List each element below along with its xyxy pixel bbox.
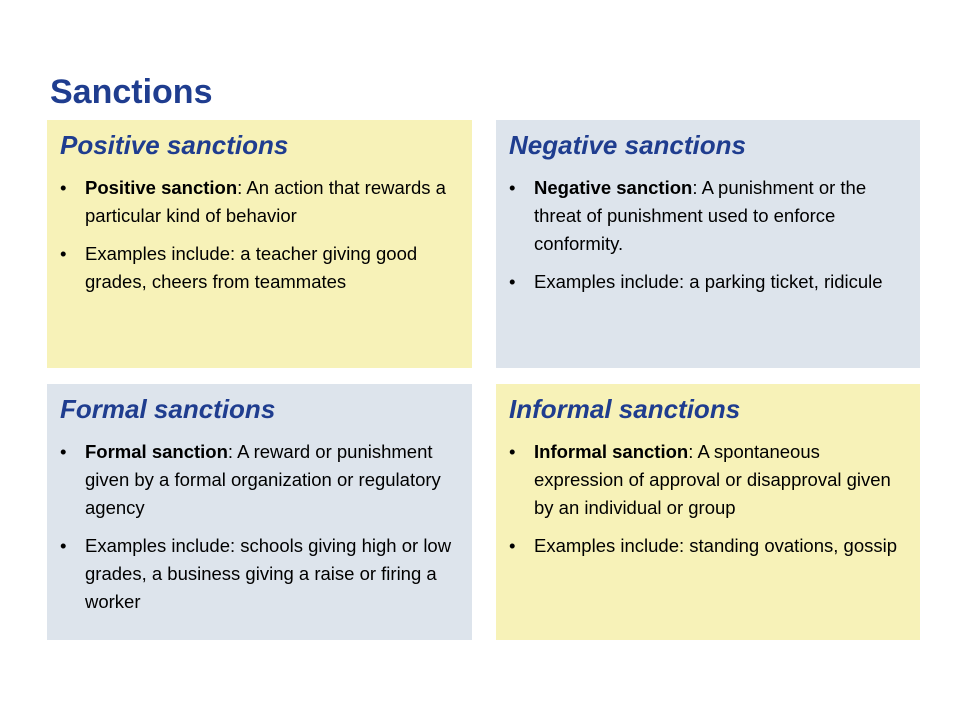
list-item (509, 268, 906, 296)
bullet-icon: • (509, 177, 516, 198)
bullet-icon: • (509, 441, 516, 462)
definition-text: : A spontaneous expression of approval or disapproval given by an individual or group (534, 441, 891, 518)
list-item (60, 240, 458, 296)
list-item (509, 174, 906, 258)
definition-text: : A punishment or the threat of punishment used to enforce conformity. (534, 177, 867, 254)
list-item (60, 438, 458, 522)
bullet-list (509, 438, 906, 560)
term-label: Formal sanction (85, 441, 228, 462)
bullet-list (60, 438, 458, 616)
informal-sanctions-box (496, 384, 920, 640)
bullet-list (509, 174, 906, 296)
list-item (60, 532, 458, 616)
slide-title: Sanctions (50, 73, 213, 111)
list-item (509, 438, 906, 522)
formal-sanctions-box (47, 384, 472, 640)
list-item (509, 532, 906, 560)
box-heading: Positive sanctions (60, 130, 289, 160)
box-heading: Informal sanctions (509, 394, 741, 424)
bullet-icon: • (60, 177, 67, 198)
examples-text: Examples include: schools giving high or low grades, a business giving a raise or firing a worker (85, 535, 452, 612)
bullet-icon: • (60, 535, 67, 556)
term-label: Informal sanction (534, 441, 689, 462)
examples-text: Examples include: standing ovations, gossip (534, 535, 898, 556)
bullet-list (60, 174, 458, 296)
examples-text: Examples include: a parking ticket, ridicule (534, 271, 883, 292)
bullet-icon: • (60, 243, 67, 264)
bullet-icon: • (509, 271, 516, 292)
term-label: Positive sanction (85, 177, 238, 198)
box-heading: Negative sanctions (509, 130, 746, 160)
examples-text: Examples include: a teacher giving good grades, cheers from teammates (85, 243, 418, 292)
positive-sanctions-box (47, 120, 472, 368)
definition-text: : An action that rewards a particular kind of behavior (85, 177, 446, 226)
negative-sanctions-box (496, 120, 920, 368)
bullet-icon: • (60, 441, 67, 462)
bullet-icon: • (509, 535, 516, 556)
box-heading: Formal sanctions (60, 394, 276, 424)
term-label: Negative sanction (534, 177, 693, 198)
list-item (60, 174, 458, 230)
definition-text: : A reward or punishment given by a formal organization or regulatory agency (85, 441, 441, 518)
